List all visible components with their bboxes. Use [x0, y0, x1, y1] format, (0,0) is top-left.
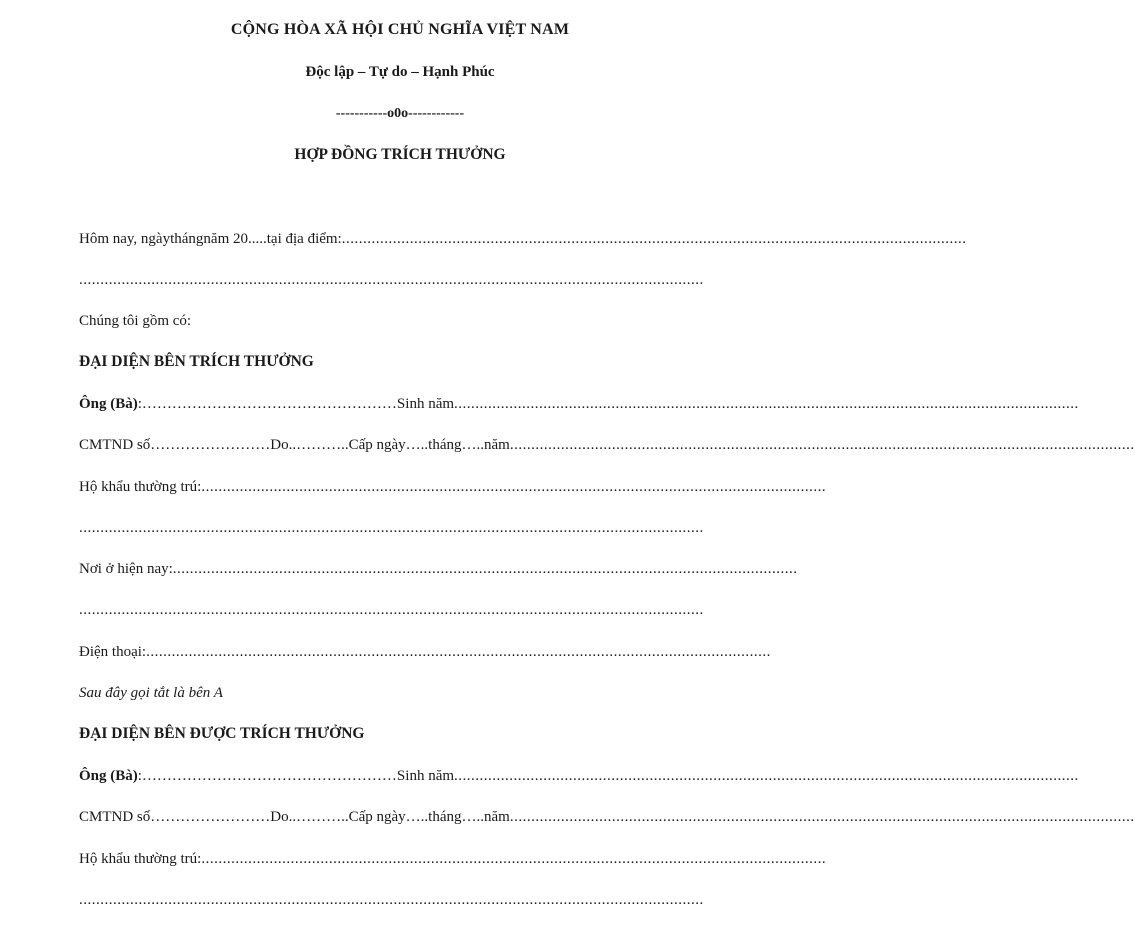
- party-a-heading: ĐẠI DIỆN BÊN TRÍCH THƯỞNG: [79, 353, 314, 370]
- date-place-line: [79, 229, 967, 249]
- party-a-name-label: Ông (Bà): [79, 396, 138, 412]
- party-a-address-continuation: [79, 600, 722, 620]
- party-b-name-line: [79, 766, 1079, 786]
- month-label: tháng: [170, 231, 204, 247]
- dotted-line: ...................................................................................................................................................: [79, 520, 704, 536]
- party-a-id-line: [79, 435, 1135, 455]
- party-a-address-dots: ...................................................................................................................................................: [172, 561, 798, 577]
- party-b-residence-continuation: [79, 890, 722, 910]
- party-a-residence-continuation: [79, 518, 722, 538]
- dotted-line: ...................................................................................................................................................: [79, 602, 704, 618]
- party-b-residence-line: [79, 849, 827, 869]
- header-separator: -----------o0o------------: [335, 106, 465, 121]
- place-continuation-line: [79, 270, 722, 290]
- party-a-address-line: [79, 559, 798, 579]
- party-b-id-line: [79, 807, 1135, 827]
- today-label: Hôm nay, ngày: [79, 231, 171, 247]
- country-name: CỘNG HÒA XÃ HỘI CHỦ NGHĨA VIỆT NAM: [230, 21, 570, 38]
- party-a-note: Sau đây gọi tắt là bên A: [79, 685, 223, 701]
- dotted-line: ...................................................................................................................................................: [79, 272, 704, 288]
- place-dots: ...................................................................................................................................................: [341, 231, 967, 247]
- party-a-residence-label: Hộ khẩu thường trú:: [79, 479, 202, 495]
- party-b-name-label: Ông (Bà): [79, 768, 138, 784]
- party-a-id-field: CMTND số……………………Do..………..Cấp ngày…..tháng…..năm: [79, 437, 510, 453]
- party-a-residence-dots: ...................................................................................................................................................: [201, 479, 827, 495]
- party-b-name-field: :……………………………………………Sinh năm: [137, 768, 455, 784]
- party-a-address-label: Nơi ở hiện nay:: [79, 561, 173, 577]
- party-a-residence-line: [79, 477, 827, 497]
- party-a-name-line: [79, 394, 1079, 414]
- party-b-id-field: CMTND số……………………Do..………..Cấp ngày…..tháng…..năm: [79, 809, 510, 825]
- party-b-residence-dots: ...................................................................................................................................................: [201, 851, 827, 867]
- document-title: HỢP ĐỒNG TRÍCH THƯỞNG: [294, 146, 506, 163]
- year-place-label: năm 20.....tại địa điểm:: [203, 231, 342, 247]
- party-a-id-dots: ...................................................................................................................................................: [509, 437, 1135, 453]
- national-motto: Độc lập – Tự do – Hạnh Phúc: [305, 64, 495, 80]
- party-a-birth-year-dots: ...................................................................................................................................................: [454, 396, 1079, 412]
- party-b-birth-year-dots: ...................................................................................................................................................: [454, 768, 1079, 784]
- party-b-heading: ĐẠI DIỆN BÊN ĐƯỢC TRÍCH THƯỞNG: [79, 725, 365, 742]
- party-a-name-field: :……………………………………………Sinh năm: [137, 396, 455, 412]
- dotted-line: ...................................................................................................................................................: [79, 892, 704, 908]
- party-a-phone-line: [79, 642, 771, 662]
- party-a-phone-dots: ...................................................................................................................................................: [146, 644, 771, 660]
- party-a-phone-label: Điện thoại:: [79, 644, 147, 660]
- we-include-line: Chúng tôi gồm có:: [79, 313, 192, 329]
- party-b-id-dots: ...................................................................................................................................................: [509, 809, 1135, 825]
- party-b-residence-label: Hộ khẩu thường trú:: [79, 851, 202, 867]
